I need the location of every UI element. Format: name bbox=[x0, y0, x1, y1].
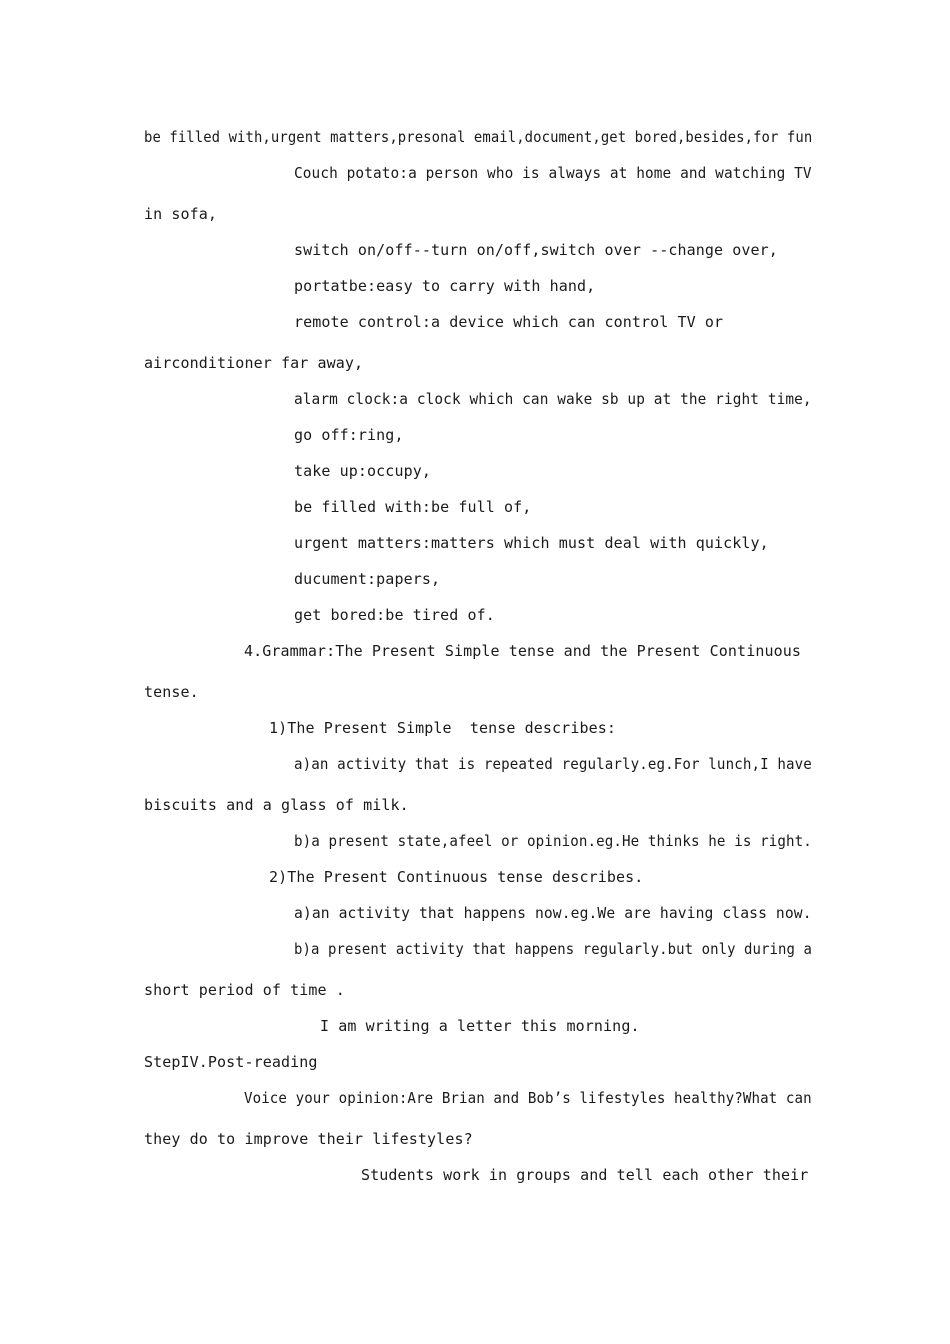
text-line: they do to improve their lifestyles? bbox=[144, 1130, 473, 1148]
text-line: b)a present state,afeel or opinion.eg.He thinks he is right. bbox=[294, 832, 812, 850]
text-line: a)an activity that is repeated regularly.eg.For lunch,I have bbox=[294, 755, 812, 773]
text-line: ducument:papers, bbox=[294, 570, 441, 588]
text-line: biscuits and a glass of milk. bbox=[144, 796, 409, 814]
text-line: alarm clock:a clock which can wake sb up at the right time, bbox=[294, 390, 812, 408]
text-line: short period of time . bbox=[144, 981, 345, 999]
text-line: Couch potato:a person who is always at home and watching TV bbox=[294, 164, 812, 182]
example-sentence: I am writing a letter this morning. bbox=[320, 1017, 640, 1035]
text-line: Students work in groups and tell each other their bbox=[361, 1166, 809, 1184]
section-heading-grammar: 4.Grammar:The Present Simple tense and the Present Continuous bbox=[244, 642, 801, 660]
text-line: take up:occupy, bbox=[294, 462, 431, 480]
text-line: airconditioner far away, bbox=[144, 354, 364, 372]
text-line: be filled with:be full of, bbox=[294, 498, 532, 516]
text-line: Voice your opinion:Are Brian and Bob’s lifestyles healthy?What can bbox=[244, 1089, 812, 1107]
text-line: go off:ring, bbox=[294, 426, 404, 444]
text-line: portatbe:easy to carry with hand, bbox=[294, 277, 596, 295]
text-line: b)a present activity that happens regularly.but only during a bbox=[294, 940, 812, 958]
text-line: be filled with,urgent matters,presonal email,document,get bored,besides,for fun bbox=[144, 128, 813, 146]
step-heading-post-reading: StepIV.Post-reading bbox=[144, 1053, 318, 1071]
text-line: get bored:be tired of. bbox=[294, 606, 495, 624]
text-line: 1)The Present Simple tense describes: bbox=[269, 719, 616, 737]
text-line: a)an activity that happens now.eg.We are having class now. bbox=[294, 904, 812, 922]
text-line: remote control:a device which can control TV or bbox=[294, 313, 724, 331]
text-line: switch on/off--turn on/off,switch over --change over, bbox=[294, 241, 778, 259]
text-line: 2)The Present Continuous tense describes. bbox=[269, 868, 644, 886]
text-line: in sofa, bbox=[144, 205, 218, 223]
text-line: tense. bbox=[144, 683, 199, 701]
text-line: urgent matters:matters which must deal with quickly, bbox=[294, 534, 769, 552]
